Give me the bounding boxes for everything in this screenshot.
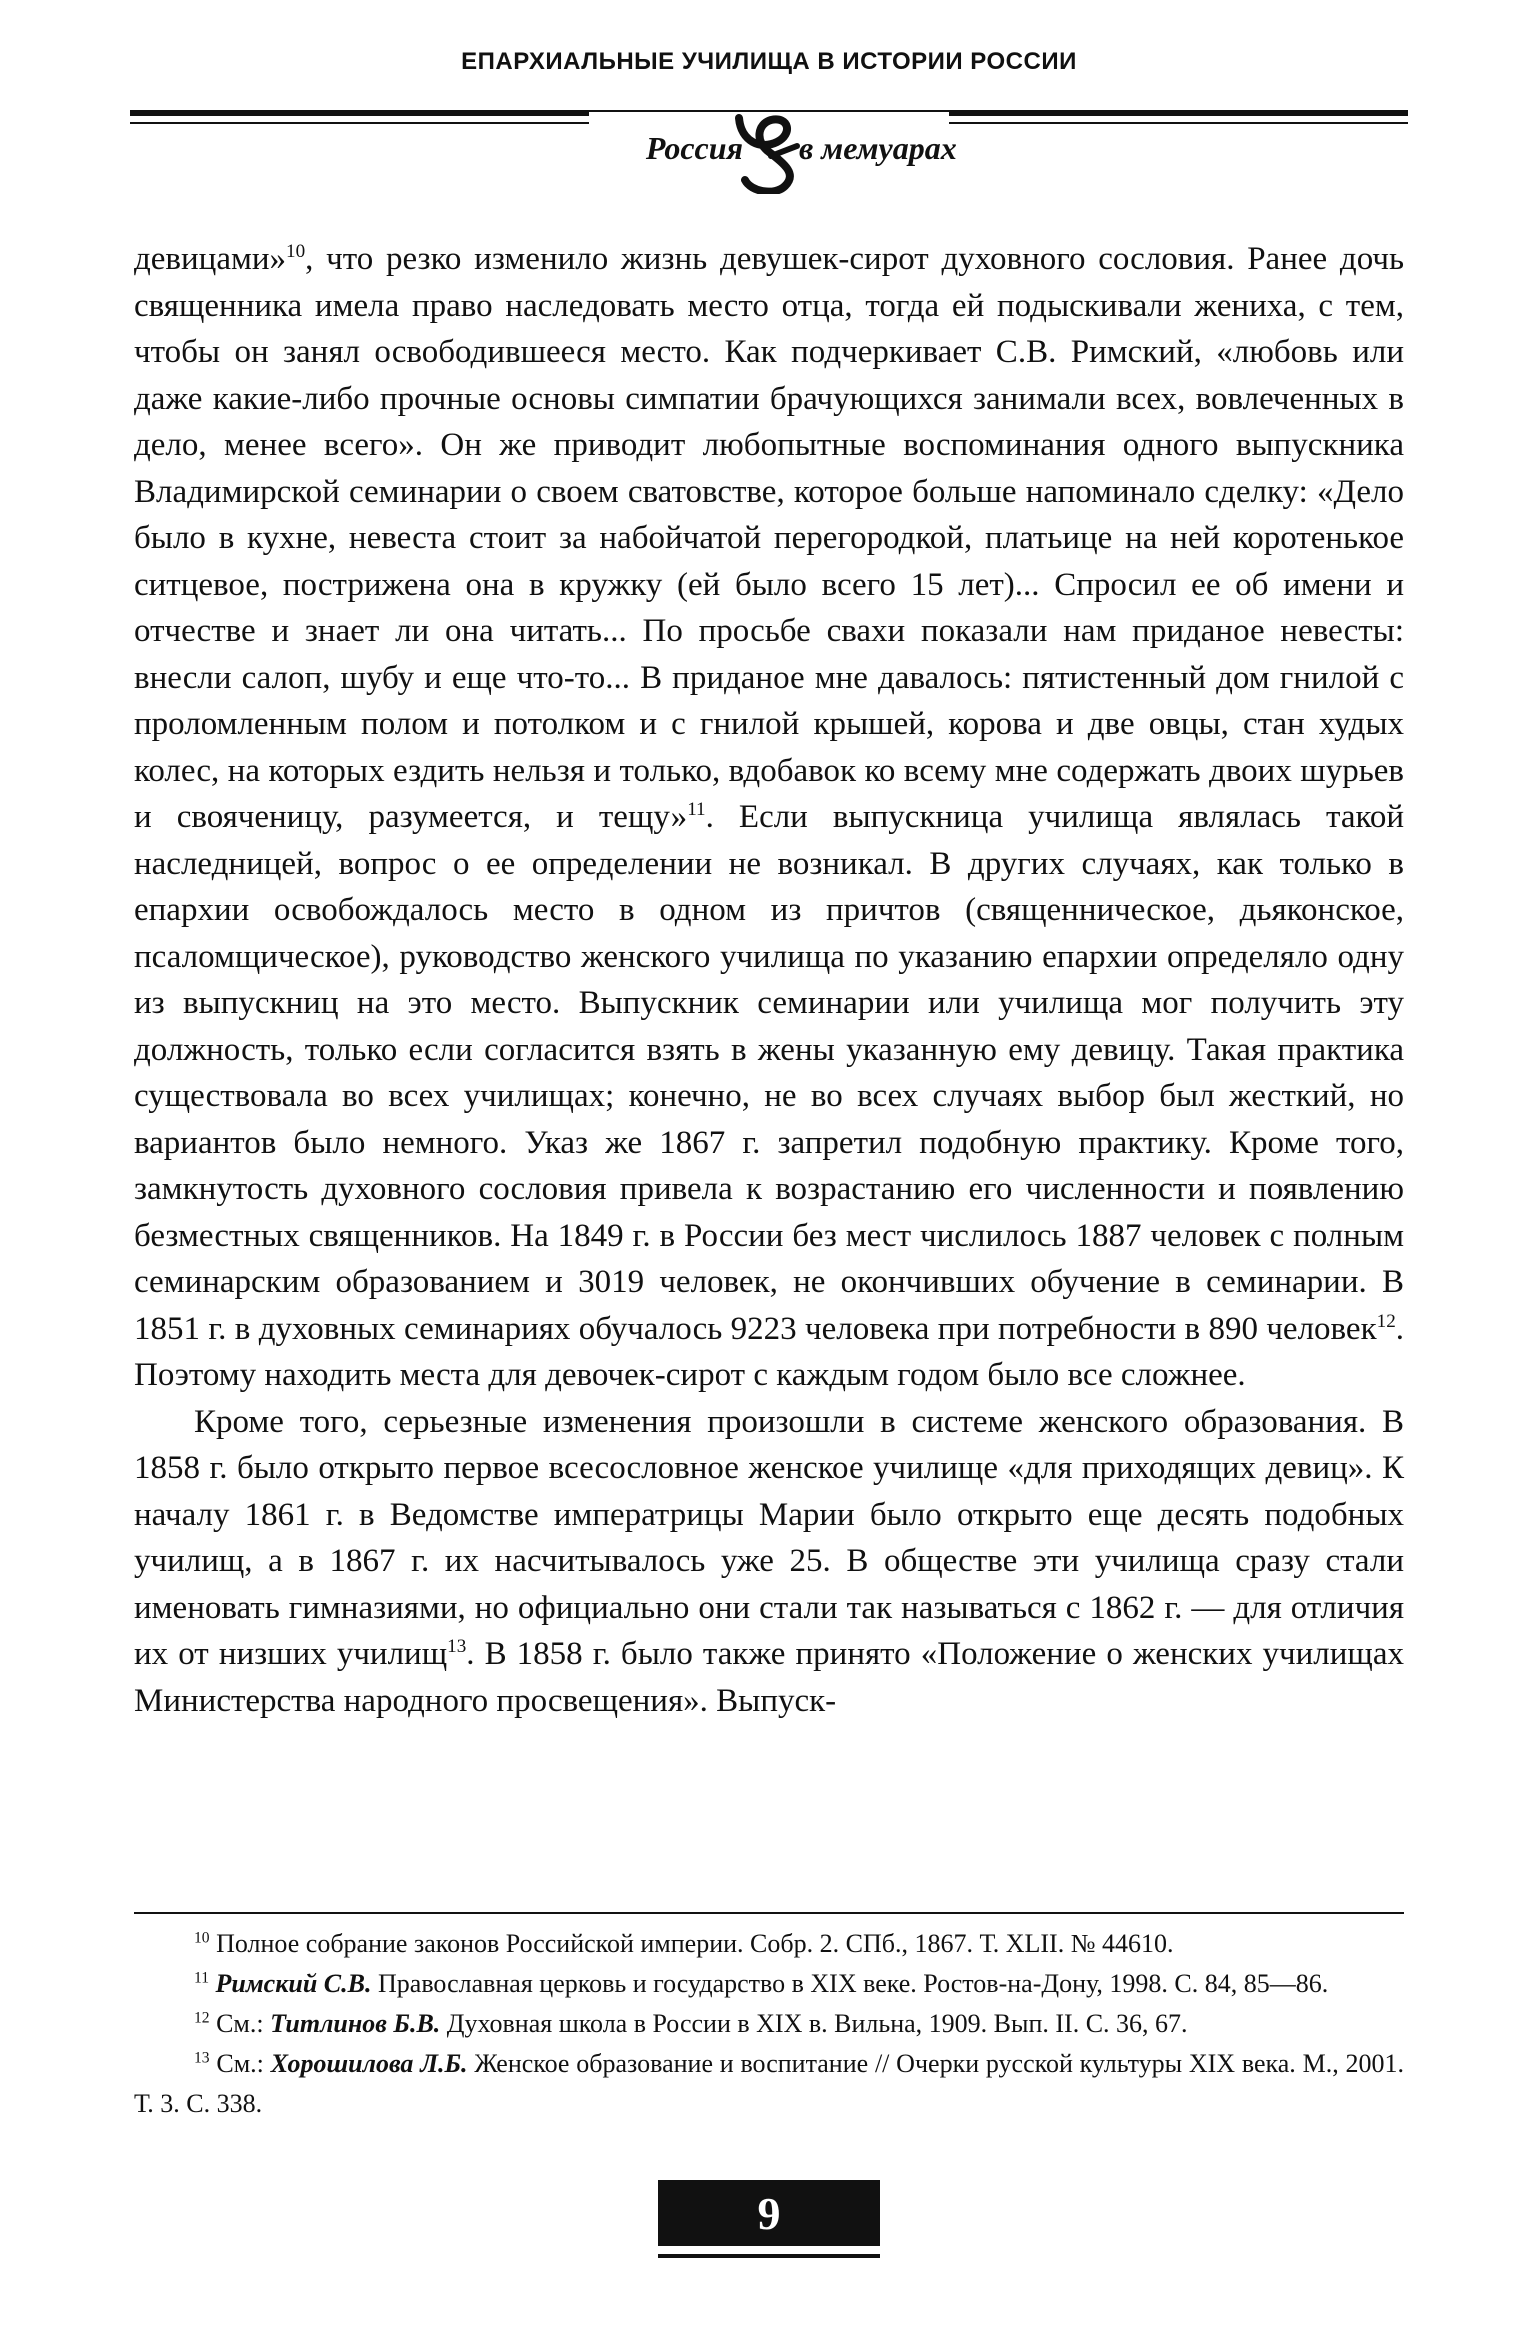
footnote-author: Римский С.В. [215,1969,372,1998]
series-title-left: Россия [645,130,743,166]
text-run: . Поэтому находить места для девочек-сирот с каждым годом было все сложнее. [134,1310,1404,1393]
footnote-prefix: См.: [209,2049,271,2078]
series-logo-icon [731,112,803,194]
footnote-separator [134,1912,1404,1914]
footnote-ref-10: 10 [286,241,306,262]
footnote-prefix: См.: [209,2009,271,2038]
footnote-ref-12: 12 [1376,1310,1396,1332]
main-text [134,236,1404,1724]
footnote-number: 11 [194,1969,210,1987]
text-run: Кроме того, серьезные изменения произошли в системе женского образования. В 1858 г. было открыто первое всесословное женское училище «для приходящих девиц». К началу 1861 г. в Ведомстве императрицы Марии было открыто еще десять подобных училищ, а в 1867 г. их насчитывалось уже 25. В обществе эти училища сразу стали именовать гимназиями, но официально они стали так называться с 1862 г. — для отличия их от низших училищ [134,1403,1404,1672]
footnote-12 [134,2004,1404,2044]
footnote-text: Духовная школа в России в XIX в. Вильна, 1909. Вып. II. С. 36, 67. [440,2009,1188,2038]
page-number-box [658,2180,880,2246]
paragraph-1 [134,236,1404,1399]
series-mark [519,112,1019,202]
text-run: , что резко изменило жизнь девушек-сирот духовного сословия. Ранее дочь священника имела право наследовать место отца, тогда ей подыскивали жениха, с тем, чтобы он занял освободившееся место. Как подчеркивает С.В. Римский, «любовь или даже какие-либо прочные основы симпатии брачующихся занимали всех, вовлеченных в дело, менее всего». Он же приводит любопытные воспоминания одного выпускника Владимирской семинарии о своем сватовстве, которое больше напоминало сделку: «Дело было в кухне, невеста стоит за набойчатой перегородкой, платьице на ней коротенькое ситцевое, пострижена она в кружку (ей было всего 15 лет)... Спросил ее об имени и отчестве и знает ли она читать... По просьбе свахи показали нам приданое невесты: внесли салоп, шубу и еще что-то... В приданое мне давалось: пятистенный дом гнилой с проломленным полом и потолком и с гнилой крышей, корова и две овцы, стан худых колес, на которых ездить нельзя и только, вдобавок ко всему мне содержать двоих шурьев и свояченицу, разумеется, и тещу» [134,241,1404,835]
footnote-author: Хорошилова Л.Б. [270,2049,468,2078]
footnote-author: Титлинов Б.В. [270,2009,441,2038]
footnote-ref-13: 13 [447,1636,467,1657]
page-number: 9 [757,2187,781,2239]
footnote-ref-11: 11 [687,799,706,820]
text-run: девицами» [134,241,287,277]
footnote-text: Полное собрание законов Российской империи. Собр. 2. СПб., 1867. Т. XLII. № 44610. [209,1929,1174,1958]
text-run: . В 1858 г. было также принято «Положение о женских училищах Министерства народного просвещения». Выпуск- [134,1636,1404,1719]
footnote-number: 13 [194,2049,210,2067]
footnote-10 [134,1924,1404,1964]
page-number-rule [658,2254,880,2258]
footnote-text: Женское образование и воспитание // Очерки русской культуры XIX века. М., 2001. Т. 3. С. 338. [134,2049,1404,2118]
footnotes [134,1924,1404,2124]
text-run: . Если выпускница училища являлась такой наследницей, вопрос о ее определении не возникал. В других случаях, как только в епархии освобождалось место в одном из причтов (священническое, дьяконское, псаломщическое), руководство женского училища по указанию епархии определяло одну из выпускниц на это место. Выпускник семинарии или училища мог получить эту должность, только если согласится взять в жены указанную ему девицу. Такая практика существовала во всех училищах; конечно, не во всех случаях выбор был жесткий, но вариантов было немного. Указ же 1867 г. запретил подобную практику. Кроме того, замкнутость духовного сословия привела к возрастанию его численности и появлению безместных священников. На 1849 г. в России без мест числилось 1887 человек с полным семинарским образованием и 3019 человек, не окончивших обучение в семинарии. В 1851 г. в духовных семинариях обучалось 9223 человека при потребности в 890 человек [134,799,1404,1347]
series-title-right: в мемуарах [799,130,957,166]
running-title: ЕПАРХИАЛЬНЫЕ УЧИЛИЩА В ИСТОРИИ РОССИИ [461,48,1077,75]
footnote-11 [134,1964,1404,2004]
footnote-text: Православная церковь и государство в XIX веке. Ростов-на-Дону, 1998. С. 84, 85—86. [371,1969,1329,1998]
footnote-number: 12 [194,2009,210,2027]
footnote-number: 10 [194,1929,210,1947]
footnote-13 [134,2044,1404,2124]
paragraph-2 [134,1399,1404,1725]
